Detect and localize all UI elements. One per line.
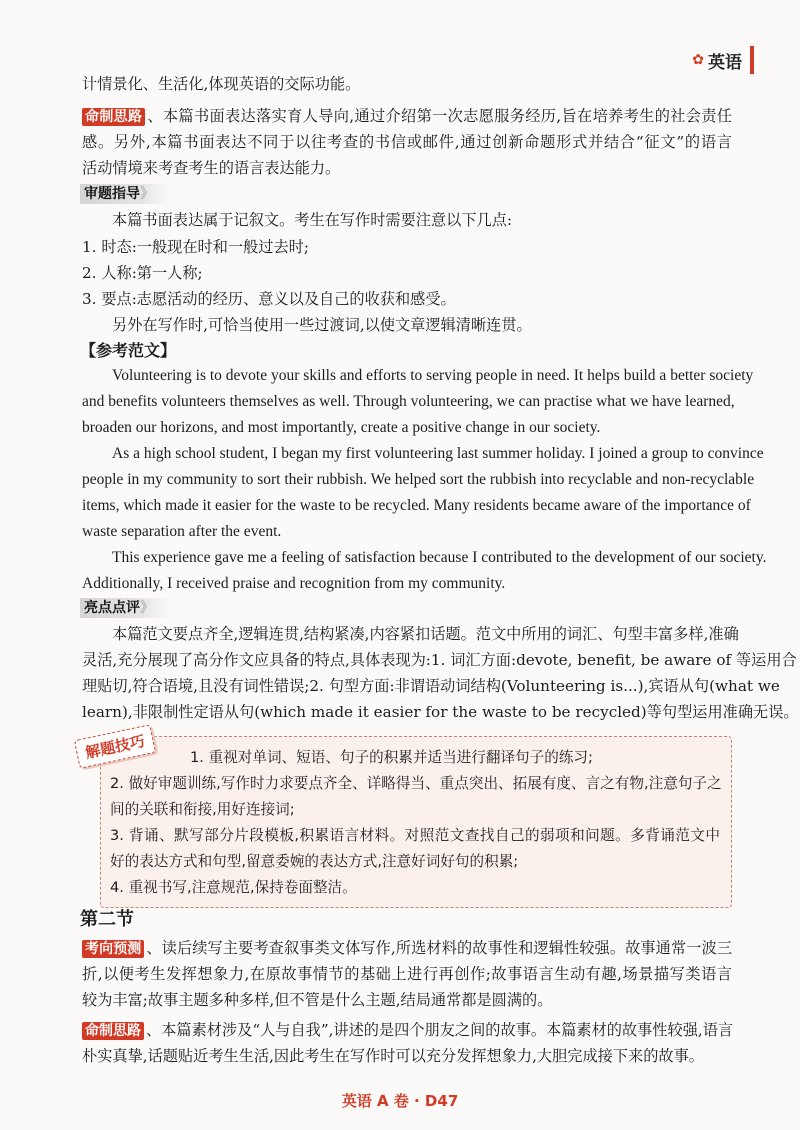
sample-line: Additionally, I received praise and recognition from my community. (82, 575, 506, 592)
tip-line: 4. 重视书写,注意规范,保持卷面整洁。 (110, 879, 357, 896)
subject-tab (692, 46, 754, 74)
sample-line: As a high school student, I began my first volunteering last summer holiday. I joined a group to convince (112, 445, 764, 462)
guide-point: 3. 要点:志愿活动的经历、意义以及自己的收获和感受。 (82, 290, 456, 308)
ideas-text: 、本篇书面表达落实育人导向,通过介绍第一次志愿服务经历,旨在培养考生的社会责任 (147, 107, 733, 125)
tip-line: 1. 重视对单词、短语、句子的积累并适当进行翻译句子的练习; (190, 749, 593, 766)
text-line: 活动情境来考查考生的语言表达能力。 (82, 159, 341, 177)
forecast-tag: 考向预测 (82, 940, 144, 958)
subject-bar (750, 46, 754, 74)
text-line: 感。另外,本篇书面表达不同于以往考查的书信或邮件,通过创新命题形式并结合“征文”的语言 (82, 133, 732, 151)
forecast-text: 、读后续写主要考查叙事类文体写作,所选材料的故事性和逻辑性较强。故事通常一波三 (146, 939, 733, 957)
review-line: learn),非限制性定语从句(which made it easier for the waste to be recycled)等句型运用准确无误。 (82, 703, 799, 721)
ideas2-tag: 命制思路 (82, 1022, 144, 1040)
guide-point: 2. 人称:第一人称; (82, 264, 203, 282)
review-line: 理贴切,符合语境,且没有词性错误;2. 句型方面:非谓语动词结构(Volunteering is...),宾语从句(what we (82, 677, 780, 695)
sample-line: broaden our horizons, and most importantly, create a positive change in our society. (82, 419, 601, 436)
review-tag-label: 亮点点评 (84, 600, 140, 616)
sample-line: Volunteering is to devote your skills and efforts to serving people in need. It helps build a better society (112, 367, 754, 384)
forecast-line: 较为丰富;故事主题多种多样,但不管是什么主题,结局通常都是圆满的。 (82, 991, 553, 1009)
review-tag (80, 598, 170, 618)
sample-line: people in my community to sort their rubbish. We helped sort the rubbish into recyclable and non-recyclable (82, 471, 755, 488)
tip-line: 2. 做好审题训练,写作时力求要点齐全、详略得当、重点突出、拓展有度、言之有物,注意句子之 (110, 775, 722, 792)
sample-line: and benefits volunteers themselves as well. Through volunteering, we can practise what we have learned, (82, 393, 735, 410)
sample-line: This experience gave me a feeling of satisfaction because I contributed to the development of our society. (112, 549, 767, 566)
ideas2-line (82, 1020, 732, 1041)
chevron-right-icon: 》 (140, 600, 154, 616)
review-line: 灵活,充分展现了高分作文应具备的特点,具体表现为:1. 词汇方面:devote, benefit, be aware of 等运用合 (82, 651, 797, 669)
sample-line: items, which made it easier for the waste to be recycled. Many residents became aware of the importance of (82, 497, 751, 514)
tips-stamp: 解题技巧 (74, 724, 156, 769)
text-line: 计情景化、生活化,体现英语的交际功能。 (82, 75, 361, 93)
guide-tag (80, 184, 170, 204)
flower-icon: ✿ (692, 52, 704, 68)
section-title: 第二节 (80, 909, 134, 930)
subject-label: 英语 (708, 52, 742, 73)
chevron-right-icon: 》 (140, 186, 154, 202)
guide-intro: 本篇书面表达属于记叙文。考生在写作时需要注意以下几点: (112, 211, 512, 229)
guide-outro: 另外在写作时,可恰当使用一些过渡词,以使文章逻辑清晰连贯。 (112, 316, 532, 334)
tip-line: 好的表达方式和句型,留意委婉的表达方式,注意好词好句的积累; (110, 853, 519, 870)
forecast-line (82, 938, 732, 959)
sample-line: waste separation after the event. (82, 523, 282, 540)
forecast-line: 折,以便考生发挥想象力,在原故事情节的基础上进行再创作;故事语言生动有趣,场景描写类语言 (82, 965, 732, 983)
ideas2-line: 朴实真挚,话题贴近考生生活,因此考生在写作时可以充分发挥想象力,大胆完成接下来的故事。 (82, 1047, 704, 1065)
review-line: 本篇范文要点齐全,逻辑连贯,结构紧凑,内容紧扣话题。范文中所用的词汇、句型丰富多样,准确 (112, 625, 739, 643)
guide-tag-label: 审题指导 (84, 186, 140, 202)
sample-title: 【参考范文】 (80, 341, 177, 360)
ideas-tag: 命制思路 (82, 108, 145, 126)
page-footer: 英语 A 卷 · D47 (341, 1092, 459, 1110)
tip-line: 间的关联和衔接,用好连接词; (110, 801, 295, 818)
tip-line: 3. 背诵、默写部分片段模板,积累语言材料。对照范文查找自己的弱项和问题。多背诵范文中 (110, 827, 720, 844)
ideas-line (82, 106, 732, 127)
guide-point: 1. 时态:一般现在时和一般过去时; (82, 238, 309, 256)
ideas2-text: 、本篇素材涉及“人与自我”,讲述的是四个朋友之间的故事。本篇素材的故事性较强,语言 (146, 1021, 734, 1039)
